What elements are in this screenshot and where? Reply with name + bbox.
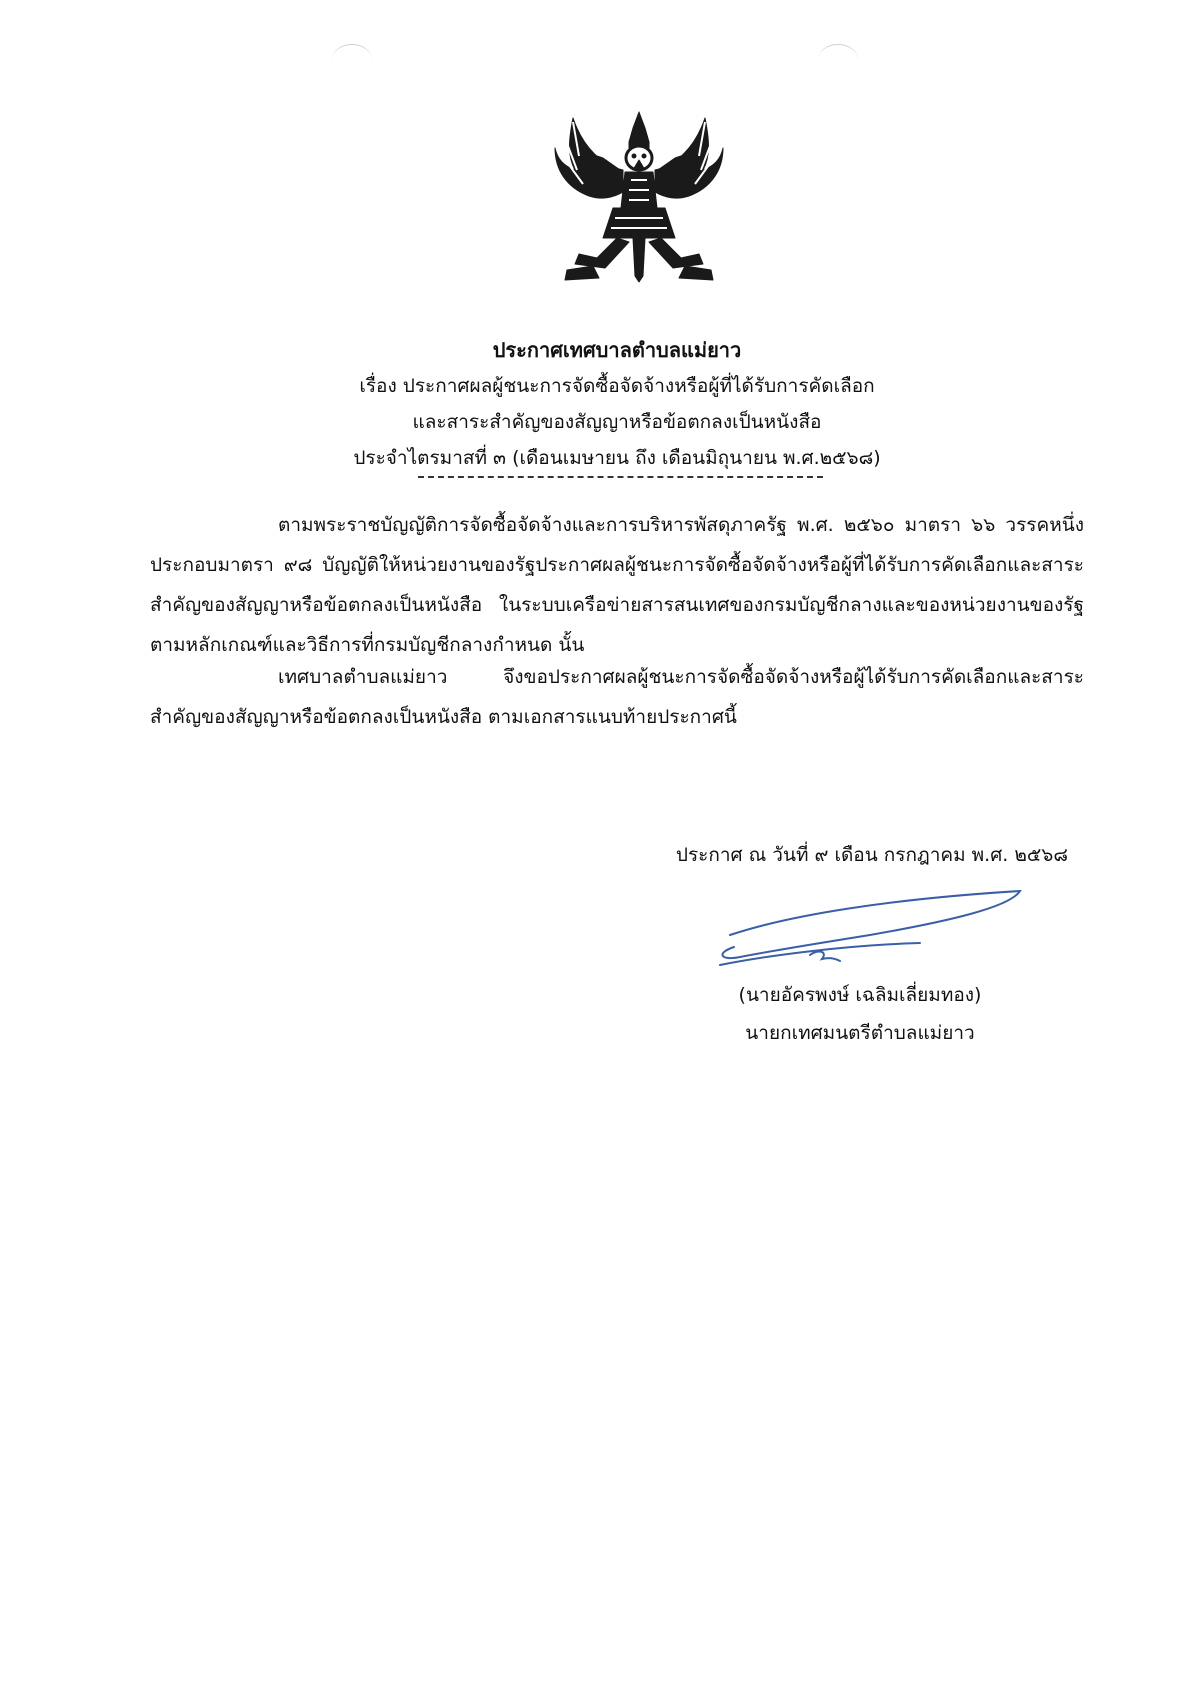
announcement-date: ประกาศ ณ วันที่ ๙ เดือน กรกฎาคม พ.ศ. ๒๕๖๘: [675, 844, 1068, 866]
signer-name: (นายอัครพงษ์ เฉลิมเลี่ยมทอง): [738, 984, 982, 1006]
subject-line-2: และสาระสำคัญของสัญญาหรือข้อตกลงเป็นหนังสือ: [412, 411, 822, 433]
scan-artifact-right: [818, 44, 858, 75]
announcement-subject: [150, 368, 1084, 476]
subject-line-3: ประจำไตรมาสที่ ๓ (เดือนเมษายน ถึง เดือนมิถุนายน พ.ศ.๒๕๖๘): [353, 447, 881, 469]
body-paragraph-2: เทศบาลตำบลแม่ยาว จึงขอประกาศผลผู้ชนะการจัดซื้อจัดจ้างหรือผู้ได้รับการคัดเลือกและสาระสำคัญของสัญญาหรือข้อตกลงเป็นหนังสือ ตามเอกสารแนบท้ายประกาศนี้: [150, 666, 1084, 728]
body-paragraph-1: ตามพระราชบัญญัติการจัดซื้อจัดจ้างและการบริหารพัสดุภาครัฐ พ.ศ. ๒๕๖๐ มาตรา ๖๖ วรรคหนึ่ง ประกอบมาตรา ๙๘ บัญญัติให้หน่วยงานของรัฐประกาศผลผู้ชนะการจัดซื้อจัดจ้างหรือผู้ที่ได้รับการคัดเลือกและสาระสำคัญของสัญญาหรือข้อตกลงเป็นหนังสือ ในระบบเครือข่ายสารสนเทศของกรมบัญชีกลางและของหน่วยงานของรัฐตามหลักเกณฑ์และวิธีการที่กรมบัญชีกลางกำหนด นั้น: [150, 514, 1084, 656]
announcement-title: ประกาศเทศบาลตำบลแม่ยาว: [492, 338, 742, 362]
scan-artifact-left: [332, 44, 372, 75]
subject-line-1: เรื่อง ประกาศผลผู้ชนะการจัดซื้อจัดจ้างหรือผู้ที่ได้รับการคัดเลือก: [359, 375, 875, 397]
handwritten-signature: [710, 885, 1030, 975]
separator-line: [418, 476, 823, 478]
signer-position: นายกเทศมนตรีตำบลแม่ยาว: [745, 1022, 975, 1044]
garuda-emblem-icon: [553, 108, 725, 284]
